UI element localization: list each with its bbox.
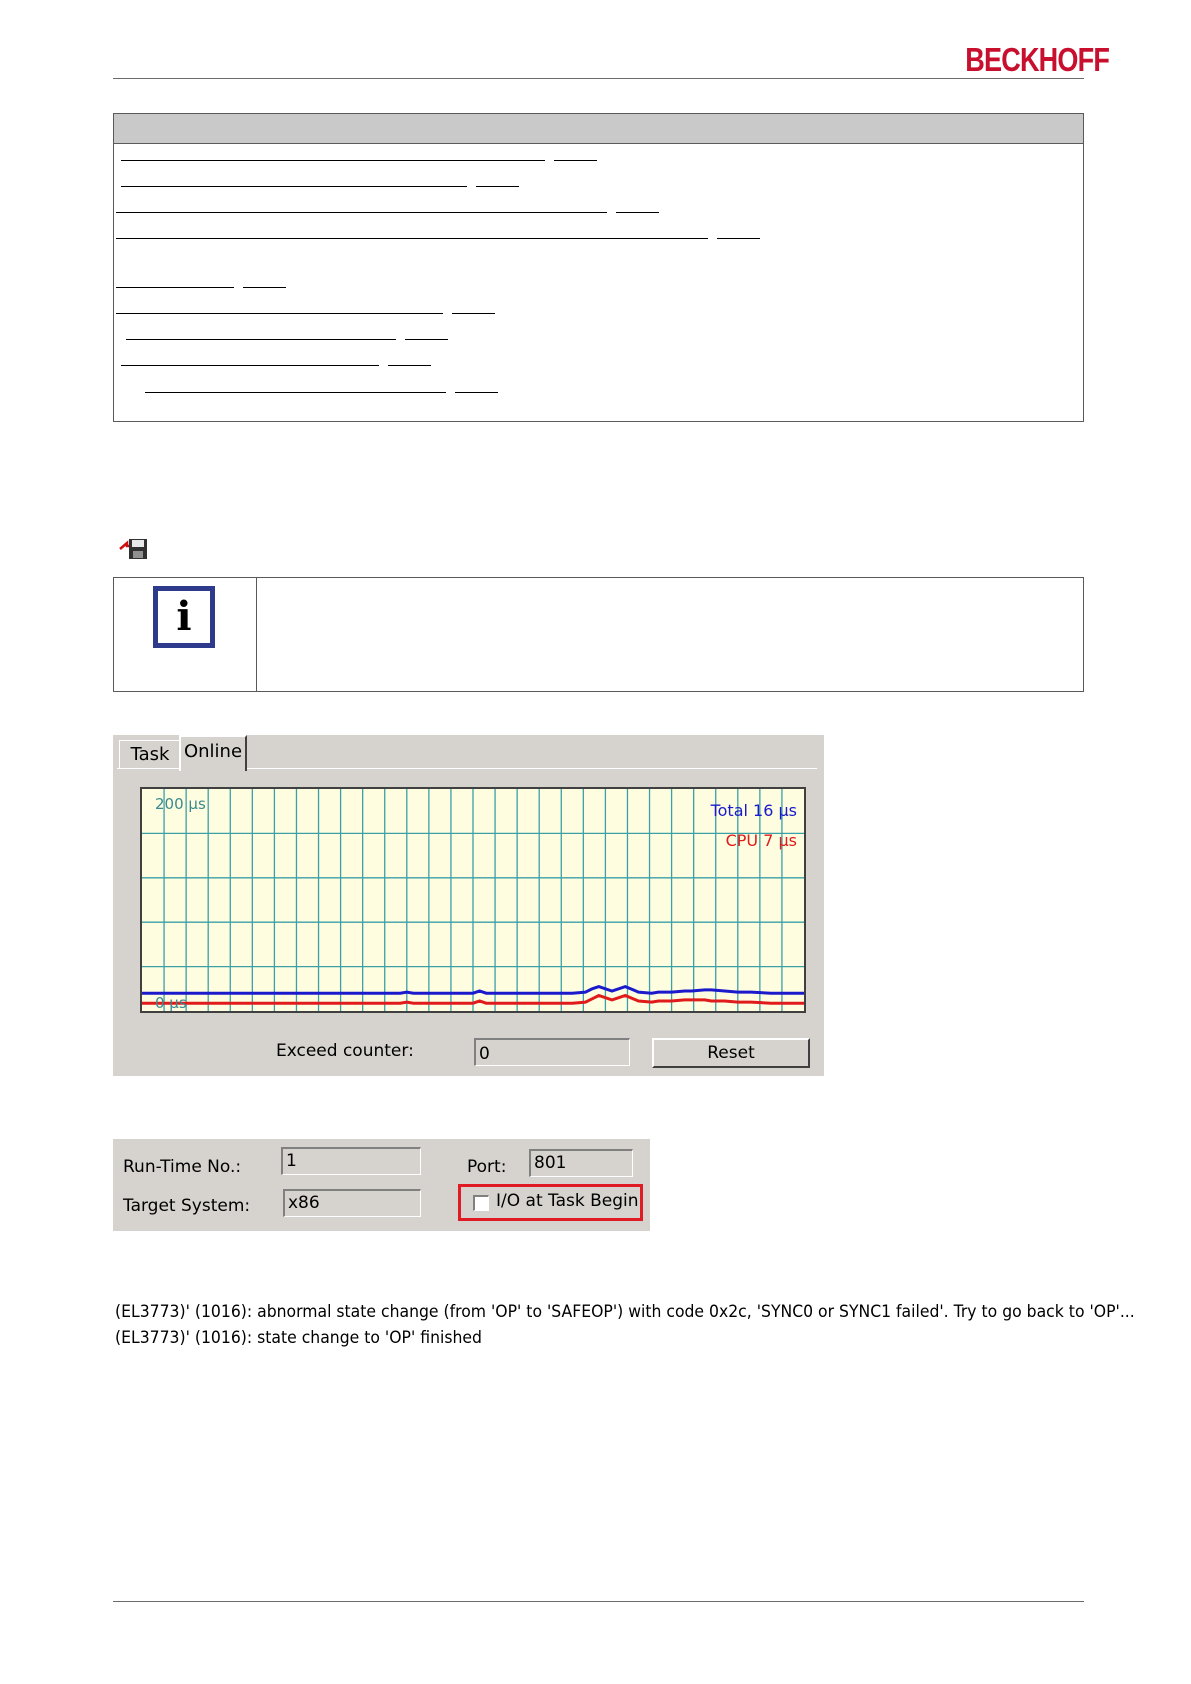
toc-link[interactable] bbox=[145, 392, 446, 393]
io-task-begin-highlight bbox=[458, 1184, 643, 1221]
toc-link[interactable] bbox=[121, 365, 379, 366]
runtime-no-field[interactable]: 1 bbox=[281, 1147, 421, 1175]
toc-link[interactable] bbox=[116, 238, 708, 239]
toc-link[interactable] bbox=[616, 212, 659, 213]
footer-rule bbox=[113, 1601, 1084, 1602]
toc-link[interactable] bbox=[405, 339, 448, 340]
save-icon[interactable] bbox=[119, 537, 149, 561]
tab-online[interactable]: Online bbox=[179, 735, 247, 771]
reset-button[interactable]: Reset bbox=[652, 1038, 810, 1068]
task-online-panel bbox=[113, 735, 824, 1076]
toc-link[interactable] bbox=[121, 186, 467, 187]
online-chart bbox=[139, 786, 807, 1014]
toc-link[interactable] bbox=[121, 160, 545, 161]
toc-link[interactable] bbox=[388, 365, 431, 366]
note-divider bbox=[256, 578, 257, 691]
toc-link[interactable] bbox=[116, 313, 443, 314]
runtime-no-label: Run-Time No.: bbox=[123, 1157, 242, 1177]
exceed-counter-label: Exceed counter: bbox=[276, 1041, 414, 1061]
legend-total: Total 16 µs bbox=[710, 801, 797, 820]
legend-cpu: CPU 7 µs bbox=[725, 831, 797, 850]
io-task-begin-label[interactable]: I/O at Task Begin bbox=[496, 1191, 639, 1211]
beckhoff-logo: BECKHOFF bbox=[965, 41, 1110, 78]
log-line: (EL3773)' (1016): abnormal state change (from 'OP' to 'SAFEOP') with code 0x2c, 'SYNC0 or SYNC1 failed'. Try to go back to 'OP'... bbox=[115, 1302, 1135, 1322]
toc-link[interactable] bbox=[717, 238, 760, 239]
toc-link[interactable] bbox=[243, 287, 286, 288]
target-system-label: Target System: bbox=[123, 1196, 251, 1216]
toc-link[interactable] bbox=[455, 392, 498, 393]
io-task-begin-checkbox[interactable] bbox=[473, 1195, 489, 1211]
toc-link[interactable] bbox=[452, 313, 495, 314]
exceed-counter-field[interactable]: 0 bbox=[474, 1038, 630, 1066]
toc-link[interactable] bbox=[116, 287, 234, 288]
header-rule bbox=[113, 78, 1084, 79]
toc-link[interactable] bbox=[126, 339, 396, 340]
info-icon: i bbox=[153, 586, 215, 648]
log-line: (EL3773)' (1016): state change to 'OP' finished bbox=[115, 1328, 482, 1348]
y-axis-bottom-label: 0 µs bbox=[155, 994, 187, 1012]
y-axis-top-label: 200 µs bbox=[155, 795, 206, 813]
toc-link[interactable] bbox=[116, 212, 607, 213]
port-field[interactable]: 801 bbox=[529, 1149, 633, 1177]
note-box bbox=[113, 577, 1084, 692]
runtime-settings-panel bbox=[113, 1139, 650, 1231]
toc-link[interactable] bbox=[554, 160, 597, 161]
tab-task[interactable]: Task bbox=[119, 740, 181, 769]
port-label: Port: bbox=[467, 1157, 507, 1177]
toc-table bbox=[113, 113, 1084, 422]
toc-header-row bbox=[114, 114, 1083, 144]
target-system-field[interactable]: x86 bbox=[283, 1189, 421, 1217]
toc-link[interactable] bbox=[476, 186, 519, 187]
